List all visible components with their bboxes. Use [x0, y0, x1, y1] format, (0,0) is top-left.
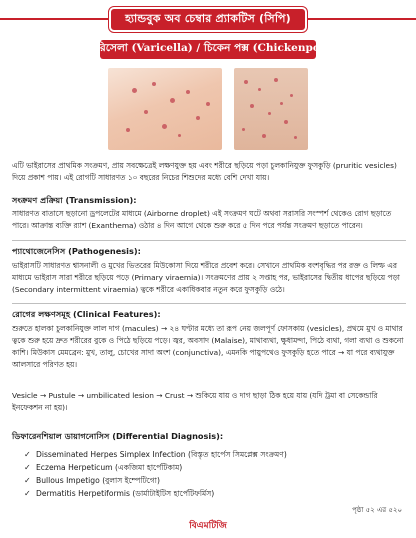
item-local: (ডার্মাটাইটিস হার্পেটিফর্মিস): [132, 489, 215, 498]
check-icon: ✓: [24, 450, 31, 459]
transmission-heading: সংক্রমণ প্রক্রিয়া (Transmission):: [12, 195, 137, 205]
item-local: (বুলাস ইম্পেটিগো): [102, 476, 160, 485]
footer-brand: বিএমটিজি: [189, 521, 227, 531]
header-banner: [0, 6, 416, 32]
check-icon: ✓: [24, 463, 31, 472]
differential-list: [24, 448, 394, 500]
transmission-body: সাধারণত বাতাসে ছড়ানো ড্রপলেটের মাধ্যমে (Airborne droplet) এই সংক্রমণ ঘটে অথবা সরাসরি সংস্পর্শ থেকেও রোগ ছড়াতে পারে। আক্রান্ত ব্যক্তি র‍্যাশ (Exanthema) ওঠার ৪ দিন আগে থেকে শুরু করে ৫ দিন পরে পর্যন্ত সংক্রমণ ছড়াতে পারেন।: [12, 209, 392, 230]
intro-paragraph: এটি ভাইরাসের প্রাথমিক সংক্রমণ, প্রায় সবক্ষেত্রেই লক্ষণযুক্ত হয় এবং শরীরে ছড়িয়ে পড়া চুলকানিযুক্ত ফুসকুড়ি (pruritic vesicles) দিয়ে প্রকাশ পায়। এই রোগটি সাধারণত ১০ বছরের নিচের শিশুদের মধ্যে বেশি দেখা যায়।: [12, 161, 397, 182]
item-local: (বিস্তৃত হার্পেস সিমপ্লেক্স সংক্রমণ): [188, 450, 287, 459]
item-label: Disseminated Herpes Simplex Infection: [36, 450, 186, 459]
clinical-body: শুরুতে হালকা চুলকানিযুক্ত লাল দাগ (macules) → ২৪ ঘণ্টার মধ্যে তা রূপ নেয় জলপূর্ণ ফোসকায় (vesicles), প্রথমে মুখ ও মাথার ত্বকে শুরু হয়ে দ্রুত শরীরের বুকে ও পিঠে ছড়িয়ে পড়ে। জ্বর, অবসাদ (Malaise), মাথাব্যথা, ক্ষুধামন্দা, পিঠে ব্যথা, গলা ব্যথা ও শুকনো কাশি। মিউকাস মেমব্রেন: মুখ, তালু, চোখের সাদা অংশ (conjunctiva), এমনকি পায়ুপথেও ফুসকুড়ি হতে পারে → যা পরে ব্যথাযুক্ত আলসারে পরিণত হয়।: [12, 324, 404, 369]
item-local: (একজিমা হার্পেটিকাম): [115, 463, 183, 472]
clinical-progression: Vesicle → Pustule → umbilicated lesion → Crust → শুকিয়ে যায় ও দাগ ছাড়া ঠিক হয়ে যায় (যদি ট্রমা বা সেকেন্ডারি ইনফেকশন না হয়)।: [12, 391, 378, 412]
check-icon: ✓: [24, 476, 31, 485]
clinical-heading: রোগের লক্ষণসমূহ (Clinical Features):: [12, 309, 161, 319]
list-item: [24, 487, 394, 500]
check-icon: ✓: [24, 489, 31, 498]
child-face-photo: [108, 68, 222, 150]
item-label: Eczema Herpeticum: [36, 463, 113, 472]
list-item: [24, 474, 394, 487]
pathogenesis-body: ভাইরাসটি সাধারণত শ্বাসনালী ও মুখের ভিতরের মিউকোসা দিয়ে শরীরে প্রবেশ করে। সেখানে প্রাথমিক বংশবৃদ্ধির পর রক্ত ও লিম্ফ এর মাধ্যমে ভাইরাস সারা শরীরে ছড়িয়ে পড়ে (Primary viraemia)। সংক্রমণের প্রায় ২ সপ্তাহ পর, ভাইরাসের দ্বিতীয় ধাপের ছড়িয়ে পড়া (Secondary intermittent viraemia) ত্বকে শরীরে একাধিকবার নতুন করে ফুসকুড়ি ওঠে।: [12, 261, 400, 294]
page-number: পৃষ্ঠা ৫২ এর ৫২০: [352, 506, 402, 514]
divider: [12, 240, 406, 241]
differential-heading: ডিফারেনশিয়াল ডায়াগনোসিস (Differential Diagnosis):: [12, 431, 224, 441]
list-item: [24, 448, 394, 461]
item-label: Dermatitis Herpetiformis: [36, 489, 130, 498]
section-title: ভেরিসেলা (Varicella) / চিকেন পক্স (Chickenpox): [100, 40, 316, 59]
book-title: হ্যান্ডবুক অব চেম্বার প্র্যাকটিস (সিপি): [109, 7, 307, 32]
pathogenesis-heading: প্যাথোজেনেসিস (Pathogenesis):: [12, 246, 141, 256]
item-label: Bullous Impetigo: [36, 476, 100, 485]
list-item: [24, 461, 394, 474]
back-rash-photo: [234, 68, 308, 150]
divider: [12, 303, 406, 304]
